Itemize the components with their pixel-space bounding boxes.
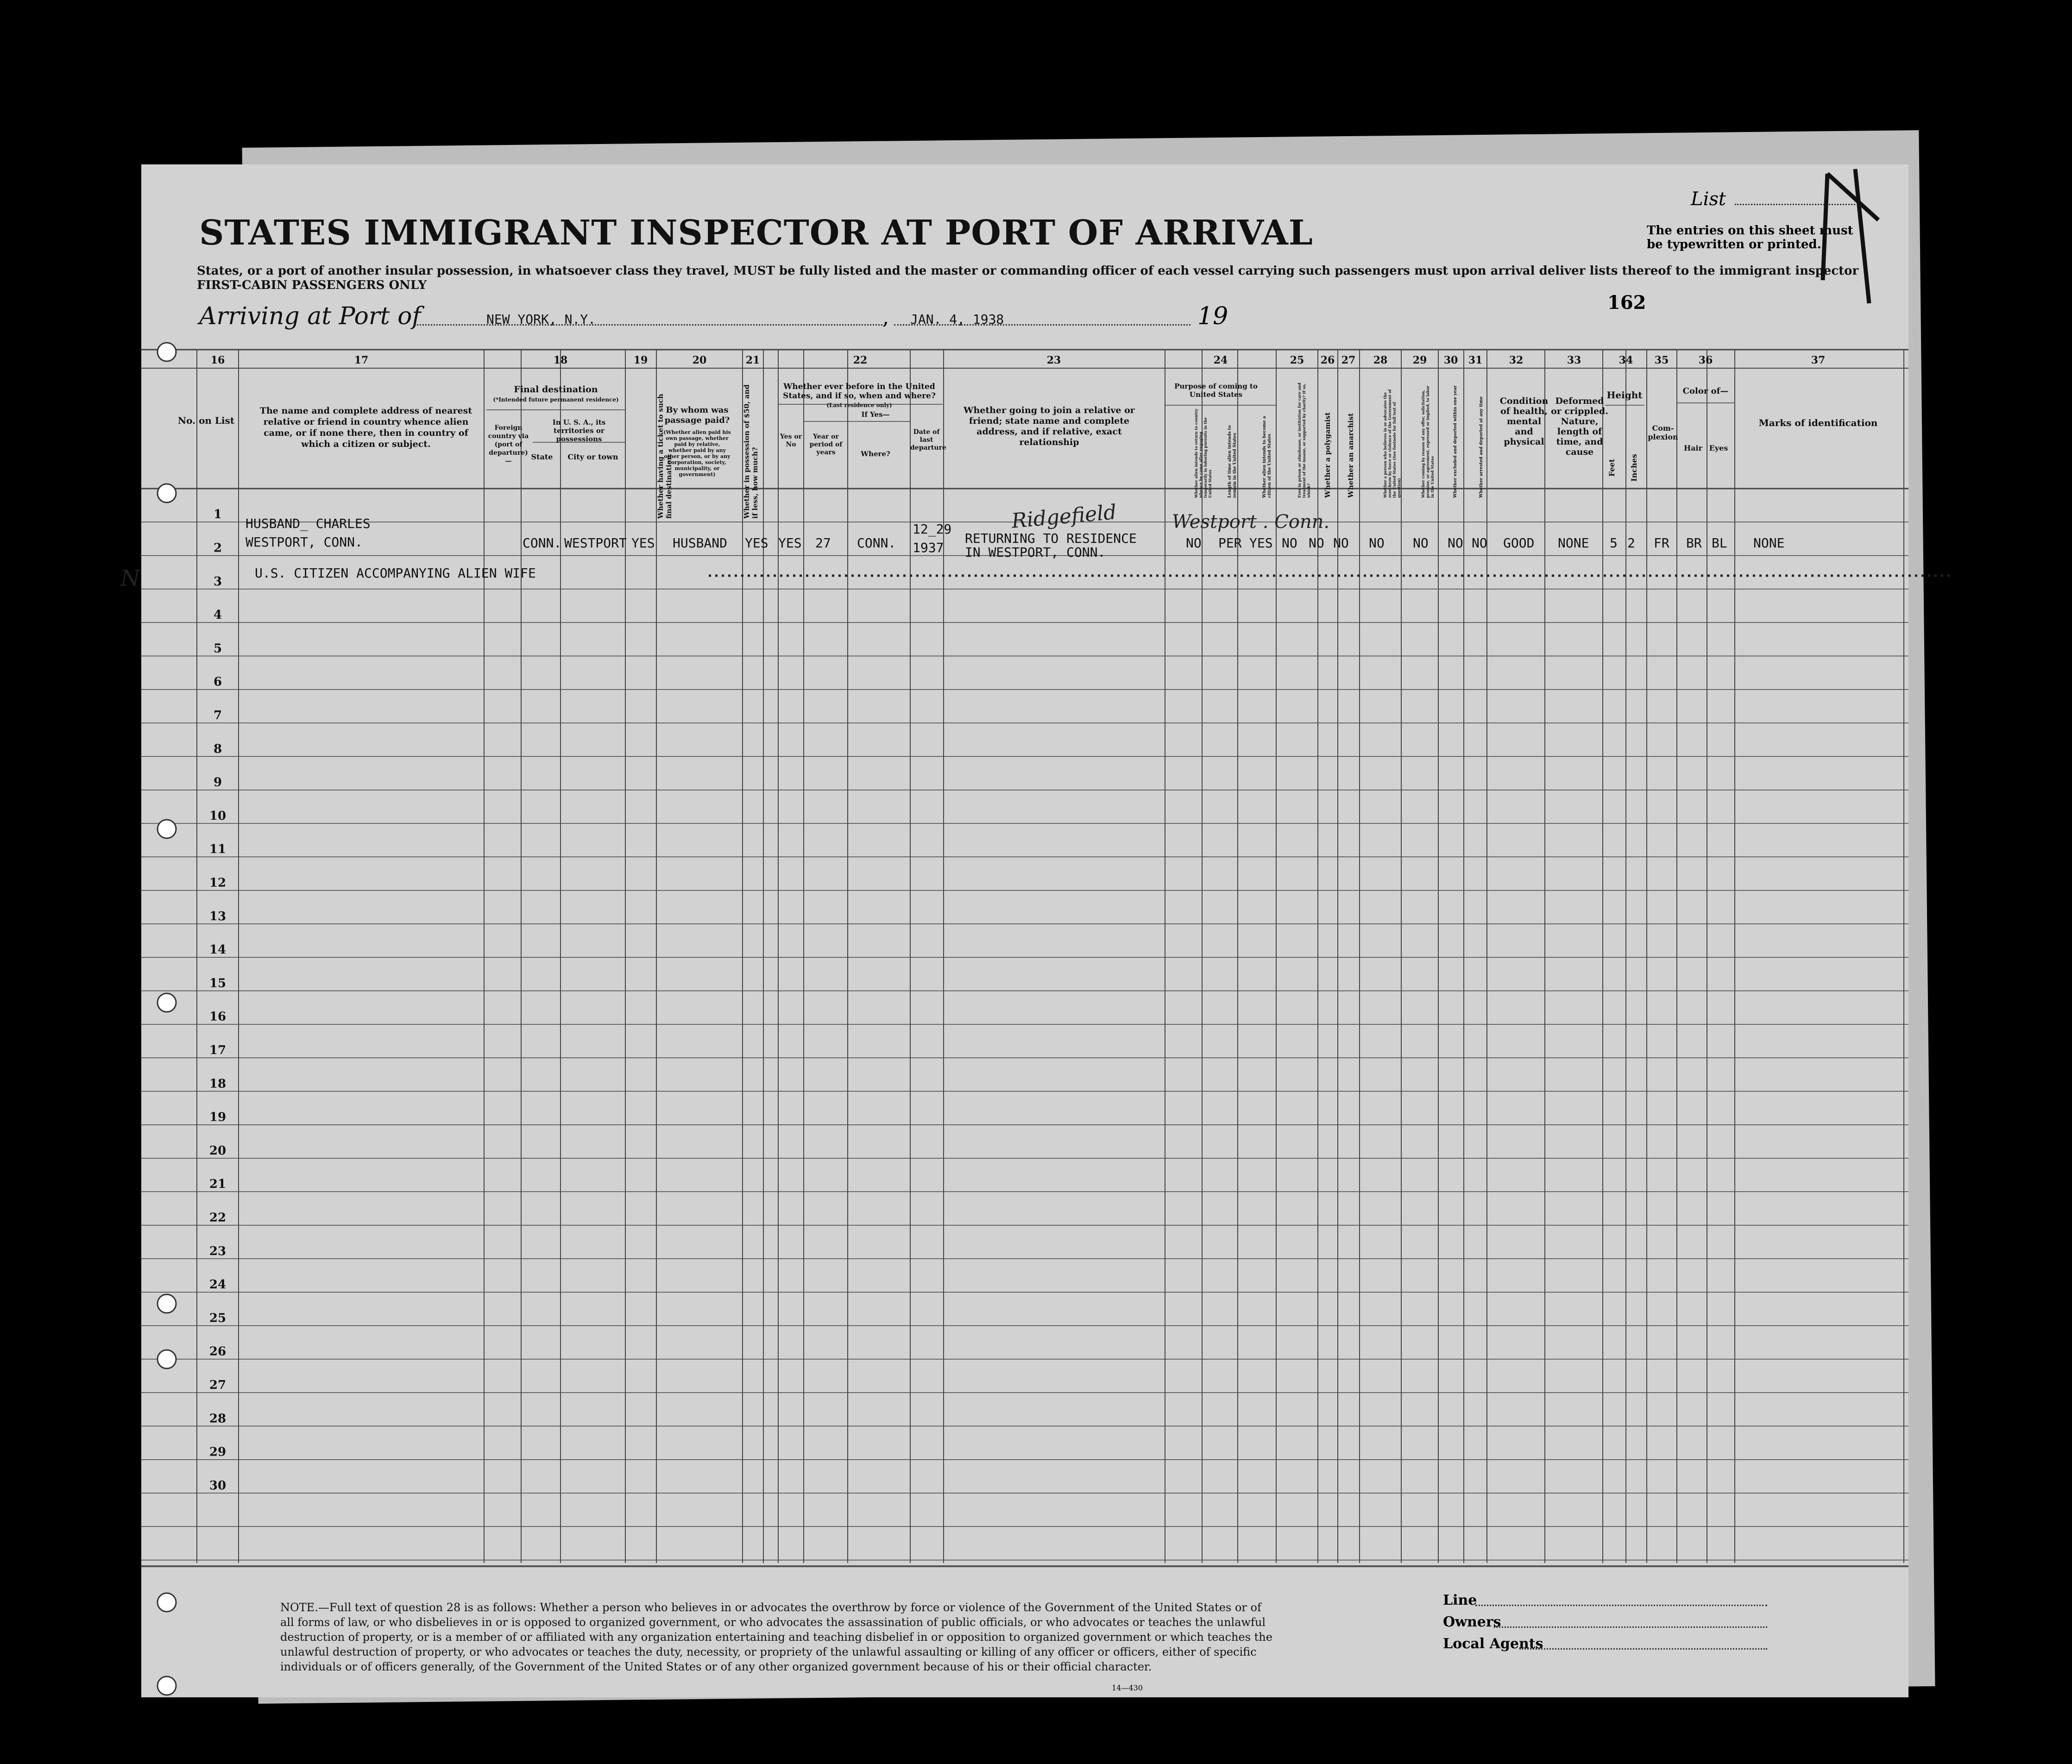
entry-departure-line1: 12_29 <box>913 521 952 537</box>
column-number: 31 <box>1468 354 1483 366</box>
hdr-possession: Whether in possession of $50, and if less, how much? <box>743 384 759 519</box>
hdr-foreign-country: Foreign country via (port of departure)— <box>488 424 529 465</box>
footer-divider <box>141 1565 1908 1567</box>
hdr-by-whom-sub: (Whether alien paid his own passage, whether paid by relative, whether paid by any other person, or by any corporation, society, municipality, or government) <box>663 429 731 477</box>
column-number: 17 <box>354 354 369 366</box>
handwritten-place: Ridgefield <box>1010 500 1118 533</box>
entry-anarchist: NO <box>1333 535 1349 551</box>
binder-hole <box>157 484 176 502</box>
entry-overthrow: NO <box>1369 535 1385 551</box>
row-number: 1 <box>213 508 222 522</box>
binder-hole <box>157 1350 176 1369</box>
hdr-overthrow: Whether a person who believes in or advocates the overthrow by force or violence of the Government of the United States (See footnote for full text of question) <box>1383 389 1401 498</box>
entry-where: CONN. <box>857 535 896 551</box>
binder-hole <box>157 1676 176 1695</box>
entry-row2-note: U.S. CITIZEN ACCOMPANYING ALIEN WIFE <box>255 565 536 581</box>
hdr-ever-before-sub: (Last residence only) <box>826 402 892 408</box>
entry-prison: NO <box>1282 535 1297 551</box>
hdr-city: City or town <box>567 452 618 461</box>
hdr-condition: Condition of health, mental and physical <box>1499 396 1549 447</box>
hdr-offer-labor: Whether coming by reason of any offer, solicitation, promise, or agreement, expressed or implied, to labor in the United States <box>1421 385 1435 498</box>
hdr-anarchist: Whether an anarchist <box>1347 413 1355 498</box>
instructions-line-1: States, or a port of another insular possession, in whatsoever class they travel, MUST be fully listed and the master or commanding officer of each vessel carrying such passengers must upon arrival deliver lists thereof to the immigrant inspector <box>197 264 1859 278</box>
column-number: 19 <box>633 354 648 366</box>
row-number: 25 <box>209 1311 227 1325</box>
hdr-polygamist: Whether a polygamist <box>1323 412 1332 498</box>
entry-paid-by: HUSBAND <box>673 535 728 551</box>
hdr-ticket: Whether having a ticket to such final destination <box>656 394 673 519</box>
entry-years: 27 <box>815 535 831 551</box>
row-number: 11 <box>209 842 227 857</box>
column-number: 30 <box>1443 354 1458 366</box>
port-dotted-line <box>415 324 882 326</box>
agents-label: Local Agents <box>1443 1636 1543 1652</box>
arriving-label: Arriving at Port of <box>199 302 421 330</box>
hdr-prison: Ever in prison or almshouse, or institution for care and treatment of the insane, or supported by charity? If so, which? <box>1297 383 1311 498</box>
hdr-state: State <box>531 452 553 461</box>
hdr-color-of: Color of— <box>1682 386 1729 396</box>
margin-mark: N <box>120 565 140 591</box>
handwritten-list-mark <box>1809 164 1911 313</box>
row-number: 10 <box>209 809 227 823</box>
entry-complexion: FR <box>1654 535 1669 551</box>
column-number: 26 <box>1320 354 1335 366</box>
entry-join-line1: RETURNING TO RESIDENCE <box>965 531 1137 546</box>
column-number: 35 <box>1654 354 1669 366</box>
column-number: 20 <box>692 354 707 366</box>
binder-hole <box>157 343 176 361</box>
entry-state: CONN. <box>523 535 562 551</box>
entry-possession: YES <box>745 535 768 551</box>
hdr-final-destination: Final destination <box>514 384 598 395</box>
hdr-date-last-departure: Date of last departure <box>910 428 946 452</box>
comma-mark: , <box>882 306 889 329</box>
entry-polygamist: NO <box>1309 535 1324 551</box>
hdr-purpose-b: Length of time alien intends to remain in the United States <box>1228 425 1237 498</box>
hdr-feet: Feet <box>1607 458 1616 477</box>
row-number: 18 <box>209 1077 227 1091</box>
entry-ticket: YES <box>631 535 655 551</box>
hdr-inches: Inches <box>1630 454 1638 482</box>
row-number: 15 <box>209 976 227 991</box>
manifest-page <box>120 164 1908 1697</box>
row-number: 6 <box>213 675 222 689</box>
entry-inches: 2 <box>1627 535 1635 551</box>
svg-text:No. on List <box>178 415 235 426</box>
hdr-ever-before: Whether ever before in the United States, and if so, when and where? <box>783 382 936 401</box>
row-number: 13 <box>209 909 227 923</box>
column-number: 27 <box>1341 354 1356 366</box>
column-number: 21 <box>745 354 760 366</box>
entry-relative-line2: WESTPORT, CONN. <box>246 534 363 550</box>
hdr-purpose: Purpose of coming to United States <box>1174 382 1258 399</box>
column-number: 29 <box>1412 354 1427 366</box>
entry-purpose-citizen: YES <box>1249 535 1273 551</box>
column-number: 18 <box>553 354 568 366</box>
column-number: 34 <box>1619 354 1633 366</box>
row-number: 3 <box>213 574 222 589</box>
entry-ever-before: YES <box>778 535 802 551</box>
owners-label: Owners <box>1443 1614 1501 1630</box>
entry-condition: GOOD <box>1503 535 1535 551</box>
list-label: List <box>1691 188 1726 210</box>
entry-arrested: NO <box>1472 535 1487 551</box>
row-number: 27 <box>209 1378 227 1392</box>
entry-excluded: NO <box>1448 535 1463 551</box>
binder-hole <box>157 1294 176 1313</box>
row-number: 19 <box>209 1110 227 1124</box>
row-number: 14 <box>209 943 227 957</box>
entry-purpose-length: PER <box>1218 535 1242 551</box>
line-dotted <box>1475 1605 1767 1606</box>
column-number: 32 <box>1509 354 1524 366</box>
hdr-join-relative: Whether going to join a relative or friend; state name and complete address, and if relative, exact relationship <box>964 405 1135 447</box>
row-number: 21 <box>209 1177 227 1192</box>
row-number: 23 <box>209 1244 227 1258</box>
hdr-hair: Hair <box>1684 444 1702 452</box>
hdr-excluded: Whether excluded and deported within one year <box>1453 385 1458 498</box>
hdr-by-whom: By whom was passage paid? <box>664 405 730 425</box>
page-number: 162 <box>1607 292 1646 314</box>
column-number: 23 <box>1046 354 1061 366</box>
owners-dotted <box>1494 1626 1767 1628</box>
row-number: 7 <box>213 708 222 722</box>
row-number: 8 <box>213 742 222 756</box>
hdr-no-on-list: No. on List <box>177 415 235 426</box>
hdr-year-period: Year or period of years <box>809 433 843 456</box>
port-value: NEW YORK, N.Y. <box>486 312 596 327</box>
row-number: 9 <box>213 775 222 790</box>
row-number: 28 <box>209 1412 227 1426</box>
row-number: 20 <box>209 1143 227 1158</box>
entry-offer-labor: NO <box>1413 535 1429 551</box>
entry-feet: 5 <box>1610 535 1618 551</box>
instructions-line-2: FIRST-CABIN PASSENGERS ONLY <box>197 278 427 292</box>
typewritten-note-1: The entries on this sheet must <box>1647 224 1853 238</box>
entry-marks: NONE <box>1753 535 1785 551</box>
hdr-purpose-a: Whether alien intends to return to country whence he came after engaging temporarily in laboring pursuits in the United States <box>1194 408 1212 498</box>
binder-hole <box>157 993 176 1012</box>
binder-hole <box>157 1593 176 1612</box>
hdr-yes-no: Yes or No <box>780 433 802 448</box>
column-number: 22 <box>853 354 868 366</box>
row-number: 29 <box>209 1445 227 1459</box>
hdr-relative: The name and complete address of nearest relative or friend in country whence alien came, or if none there, then in country of which a citizen or subject. <box>259 406 472 449</box>
year-label: 19 <box>1197 302 1228 330</box>
line-label: Line <box>1443 1592 1477 1608</box>
entry-purpose-return: NO <box>1186 535 1202 551</box>
column-number: 36 <box>1698 354 1713 366</box>
row-number: 17 <box>209 1043 227 1057</box>
hdr-complexion: Com- plexion <box>1648 424 1678 441</box>
agents-dotted <box>1519 1648 1767 1650</box>
entry-city: WESTPORT <box>564 535 627 551</box>
hdr-eyes: Eyes <box>1709 444 1728 452</box>
column-number: 28 <box>1373 354 1388 366</box>
typewritten-note-2: be typewritten or printed. <box>1647 238 1821 251</box>
entry-departure-line2: 1937 <box>913 540 944 555</box>
entry-eyes: BL <box>1712 535 1727 551</box>
hdr-purpose-c: Whether alien intends to become a citizen of the United States <box>1262 416 1272 498</box>
entry-deformed: NONE <box>1558 535 1589 551</box>
form-code: 14—430 <box>1112 1683 1143 1692</box>
row-number: 5 <box>213 641 222 656</box>
column-number: 16 <box>210 354 225 366</box>
column-number: 24 <box>1213 354 1228 366</box>
hdr-if-yes: If Yes— <box>861 410 890 419</box>
row-number: 4 <box>213 608 222 622</box>
column-number: 25 <box>1290 354 1304 366</box>
entry-hair: BR <box>1686 535 1702 551</box>
column-number: 37 <box>1811 354 1826 366</box>
hdr-marks: Marks of identification <box>1758 417 1878 428</box>
entry-relative-line1: HUSBAND_ CHARLES <box>246 516 371 531</box>
date-value: JAN. 4, 1938 <box>910 312 1004 327</box>
page-title: STATES IMMIGRANT INSPECTOR AT PORT OF ARRIVAL <box>199 213 1313 253</box>
column-number: 33 <box>1567 354 1581 366</box>
entry-join-line2: IN WESTPORT, CONN. <box>965 545 1106 560</box>
row-number: 12 <box>209 876 227 890</box>
row-number: 24 <box>209 1278 227 1292</box>
hdr-height: Height <box>1606 389 1643 401</box>
hdr-usa-territories: In U. S. A., its territories or possessions <box>552 418 606 443</box>
hdr-where: Where? <box>861 450 890 458</box>
handwritten-address: Westport . Conn. <box>1172 511 1330 533</box>
footer-note: NOTE.—Full text of question 28 is as follows: Whether a person who believes in or advocates the overthrow by force or violence of the Government of the United States or of all forms of law, or who disbelieves in or is opposed to organized government, or who advocates the assassination of public officials, or who advocates or teaches the unlawful destruction of property, or is a member of or affiliated with any organization entertaining and teaching disbelief in or opposition to organized government or which teaches the unlawful destruction of property, or who advocates or teaches the duty, necessity, or propriety of the unlawful assaulting or killing of any officer or officers, either of specific individuals or of officers generally, of the Government of the United States or of any other organized government because of his or their official character. <box>280 1601 1272 1673</box>
hdr-deformed: Deformed or crippled. Nature, length of time, and cause <box>1551 396 1608 457</box>
row-number: 22 <box>209 1211 227 1225</box>
row-number: 26 <box>209 1344 227 1359</box>
row-number: 2 <box>213 541 222 555</box>
row-number: 16 <box>209 1010 227 1024</box>
binder-hole <box>157 820 176 838</box>
hdr-final-destination-sub: (*Intended future permanent residence) <box>493 396 619 403</box>
row-number: 30 <box>209 1478 227 1493</box>
hdr-arrested: Whether arrested and deported at any time <box>1479 396 1484 498</box>
manifest-form <box>120 350 1908 1563</box>
